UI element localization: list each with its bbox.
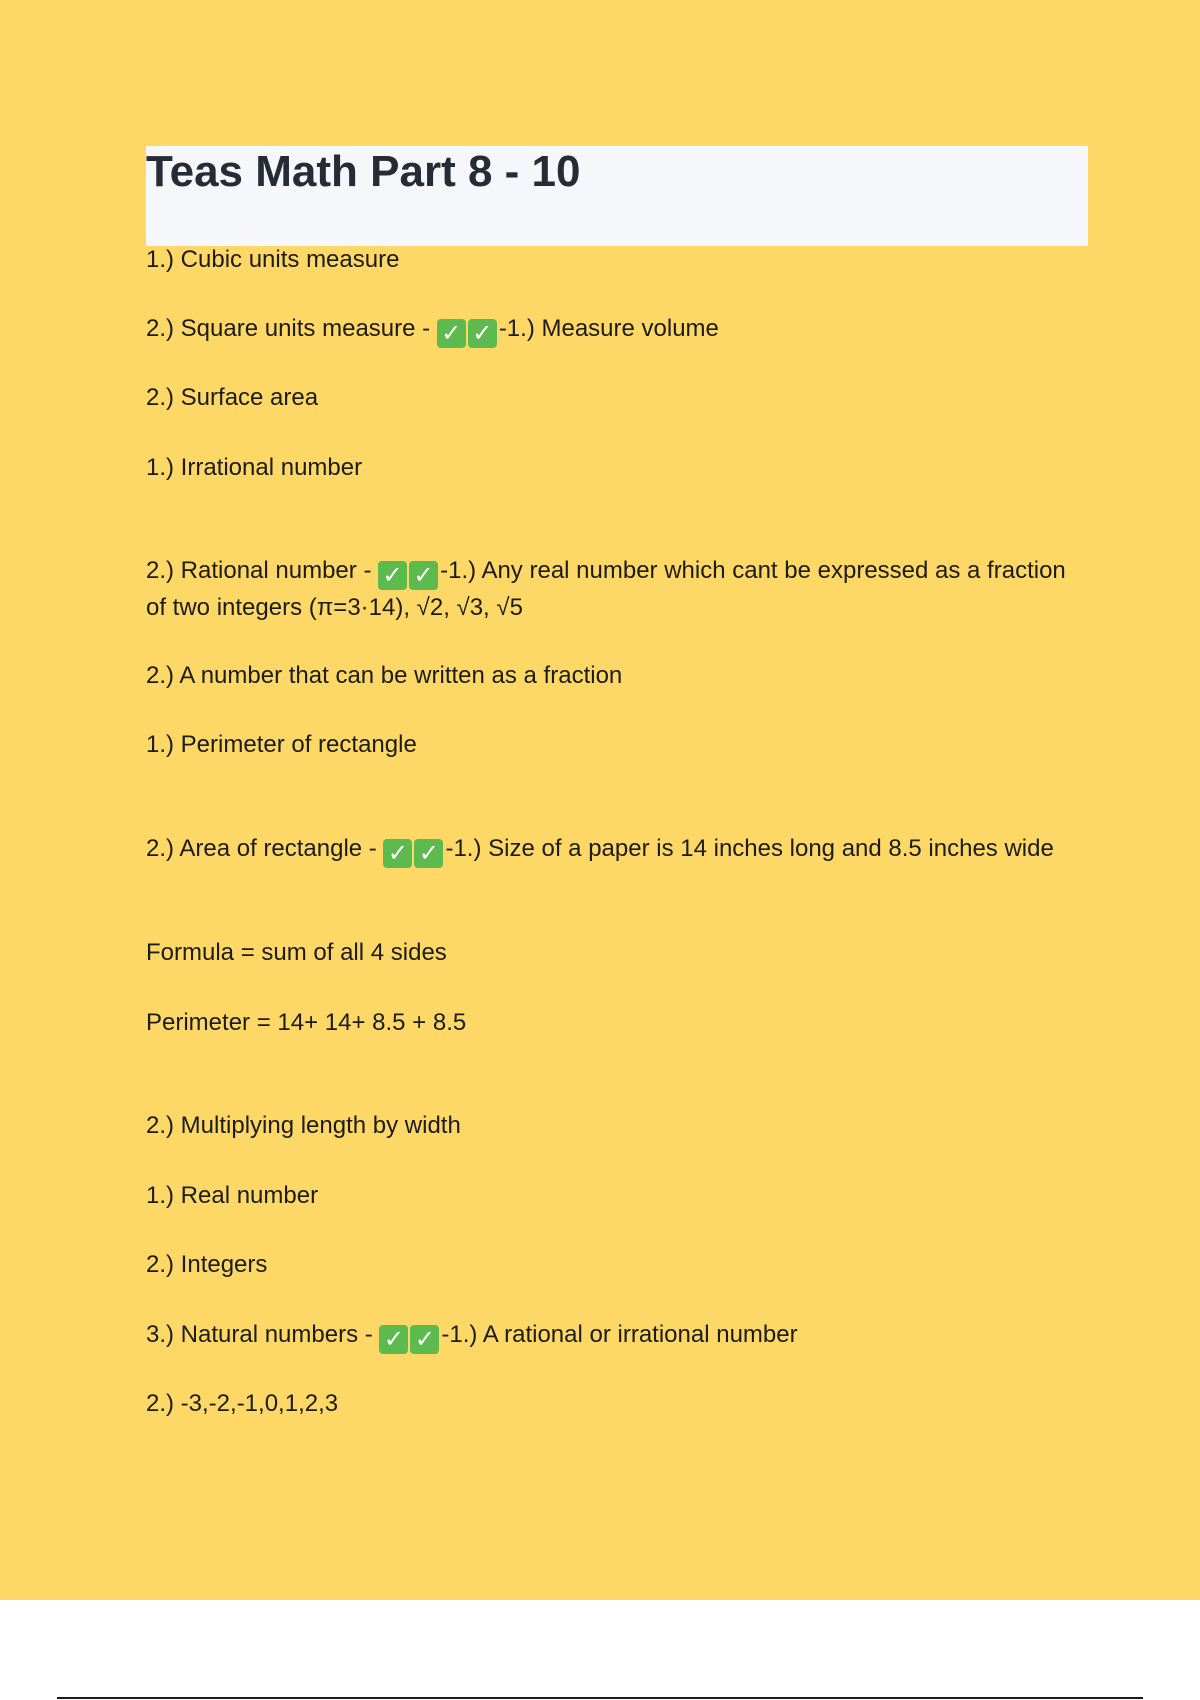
checkmark-icon: ✓ <box>378 561 407 590</box>
page-title: Teas Math Part 8 - 10 <box>146 147 581 196</box>
line-perimeter-rectangle: 1.) Perimeter of rectangle <box>146 731 417 758</box>
checkmark-icon: ✓ <box>410 1325 439 1354</box>
line-surface-area: 2.) Surface area <box>146 384 319 411</box>
footer-divider <box>57 1697 1143 1699</box>
line-real-number: 1.) Real number <box>146 1182 319 1209</box>
line-area-rectangle: 2.) Area of rectangle - ✓ ✓ -1.) Size of a paper is 14 inches long and 8.5 inches wide <box>146 835 1054 867</box>
line-natural-numbers: 3.) Natural numbers - ✓ ✓ -1.) A rational or irrational number <box>146 1321 798 1353</box>
checkmark-icon: ✓ <box>437 319 466 348</box>
line-integer-list: 2.) -3,-2,-1,0,1,2,3 <box>146 1390 339 1417</box>
checkmark-icon: ✓ <box>409 561 438 590</box>
line-square-units: 2.) Square units measure - ✓ ✓ -1.) Measure volume <box>146 315 719 347</box>
line-formula: Formula = sum of all 4 sides <box>146 939 447 966</box>
line-multiplying: 2.) Multiplying length by width <box>146 1112 461 1139</box>
line-perimeter-calc: Perimeter = 14+ 14+ 8.5 + 8.5 <box>146 1009 467 1036</box>
line-irrational-number: 1.) Irrational number <box>146 454 363 481</box>
line-cubic-units: 1.) Cubic units measure <box>146 246 400 273</box>
line-rational-number: 2.) Rational number - ✓ ✓ -1.) Any real number which cant be expressed as a fraction of two integers (π=3·14), √2, √3, √5 <box>146 557 1066 621</box>
checkmark-icon: ✓ <box>383 839 412 868</box>
checkmark-icon: ✓ <box>414 839 443 868</box>
checkmark-icon: ✓ <box>468 319 497 348</box>
checkmark-icon: ✓ <box>379 1325 408 1354</box>
line-fraction-number: 2.) A number that can be written as a fraction <box>146 662 623 689</box>
line-integers: 2.) Integers <box>146 1251 268 1278</box>
